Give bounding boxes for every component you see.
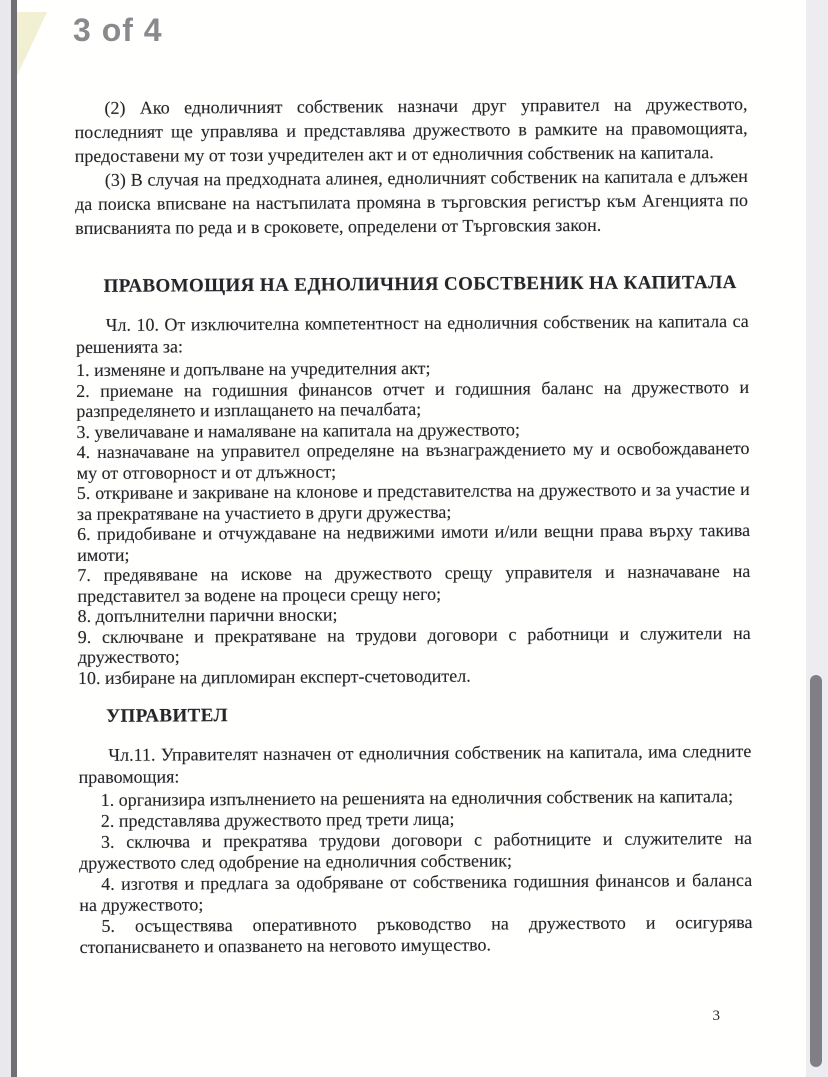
list-item: 3. сключва и прекратява трудови договори с работниците и служителите на дружеството след одобрение на едноличния собственик;	[78, 827, 752, 874]
list-item: 9. сключване и прекратяване на трудови договори с работници и служители на дружеството;	[77, 622, 751, 668]
list-item: 3. увеличаване и намаляване на капитала на дружеството;	[76, 418, 521, 442]
paragraph-alinea-3: (3) В случая на предходната алинея, едноличният собственик на капитала е длъжен да поиска вписване на настъпилата промяна в търговския регистър към Агенцията по вписванията по реда и в сроковете, определени от Търговския закон.	[74, 165, 749, 239]
page-corner-artifact	[17, 12, 47, 76]
list-item: 4. изготвя и предлага за одобряване от собственика годишния финансов и баланса на дружеството;	[79, 869, 753, 916]
list-item: 8. допълнителни парични вноски;	[77, 604, 338, 627]
list-item: 2. приемане на годишния финансов отчет и годишния баланс на дружеството и разпределянето и изплащането на печалбата;	[76, 376, 750, 422]
page-number: 3	[712, 1008, 720, 1024]
section-heading-owner-powers: ПРАВОМОЩИЯ НА ЕДНОЛИЧНИЯ СОБСТВЕНИК НА КАПИТАЛА	[103, 272, 737, 297]
list-item: 6. придобиване и отчуждаване на недвижими имоти и/или вещни права върху такива имоти;	[76, 519, 751, 565]
scrollbar-track[interactable]	[806, 0, 828, 1077]
list-item: 2. представлява дружеството пред трети лица;	[100, 808, 455, 831]
article-10-intro: Чл. 10. От изключителна компетентност на едноличния собственик на капитала са решенията за:	[75, 310, 749, 358]
page-indicator: 3 of 4	[73, 12, 163, 48]
paragraph-alinea-2: (2) Ако едноличният собственик назначи друг управител на дружеството, последният ще управлява и представлява дружеството в рамките на правомощията, предоставени му от този учредителен акт и от едноличния собственик на капитала.	[74, 93, 748, 167]
document-content	[74, 92, 752, 958]
article-11-intro: Чл.11. Управителят назначен от едноличния собственик на капитала, има следните правомощия:	[78, 740, 752, 788]
list-item: 1. изменяне и допълване на учредителния акт;	[75, 357, 431, 381]
list-item: 4. назначаване на управител определяне на възнаграждението му и освобождаването му от отговорност и от длъжност;	[76, 437, 750, 483]
article-11-list	[79, 786, 753, 958]
list-item: 7. предявяване на искове на дружеството срещу управителя и назначаване на представител за водене на процеси срещу него;	[77, 560, 751, 606]
scrollbar-thumb[interactable]	[810, 675, 822, 1067]
list-item: 5. осъществява оперативното ръководство на дружеството и осигурява стопанисването и опазването на неговото имущество.	[79, 911, 753, 958]
article-10-list	[76, 356, 751, 688]
list-item: 5. откриване и закриване на клонове и представителства на дружеството и за участие и за прекратяване на участието в други дружества;	[76, 478, 750, 524]
list-item: 10. избиране на дипломиран експерт-счетоводител.	[77, 665, 471, 688]
document-page	[11, 0, 806, 1077]
list-item: 1. организира изпълнението на решенията на едноличния собственик на капитала;	[100, 786, 734, 810]
section-heading-manager: УПРАВИТЕЛ	[106, 705, 229, 727]
